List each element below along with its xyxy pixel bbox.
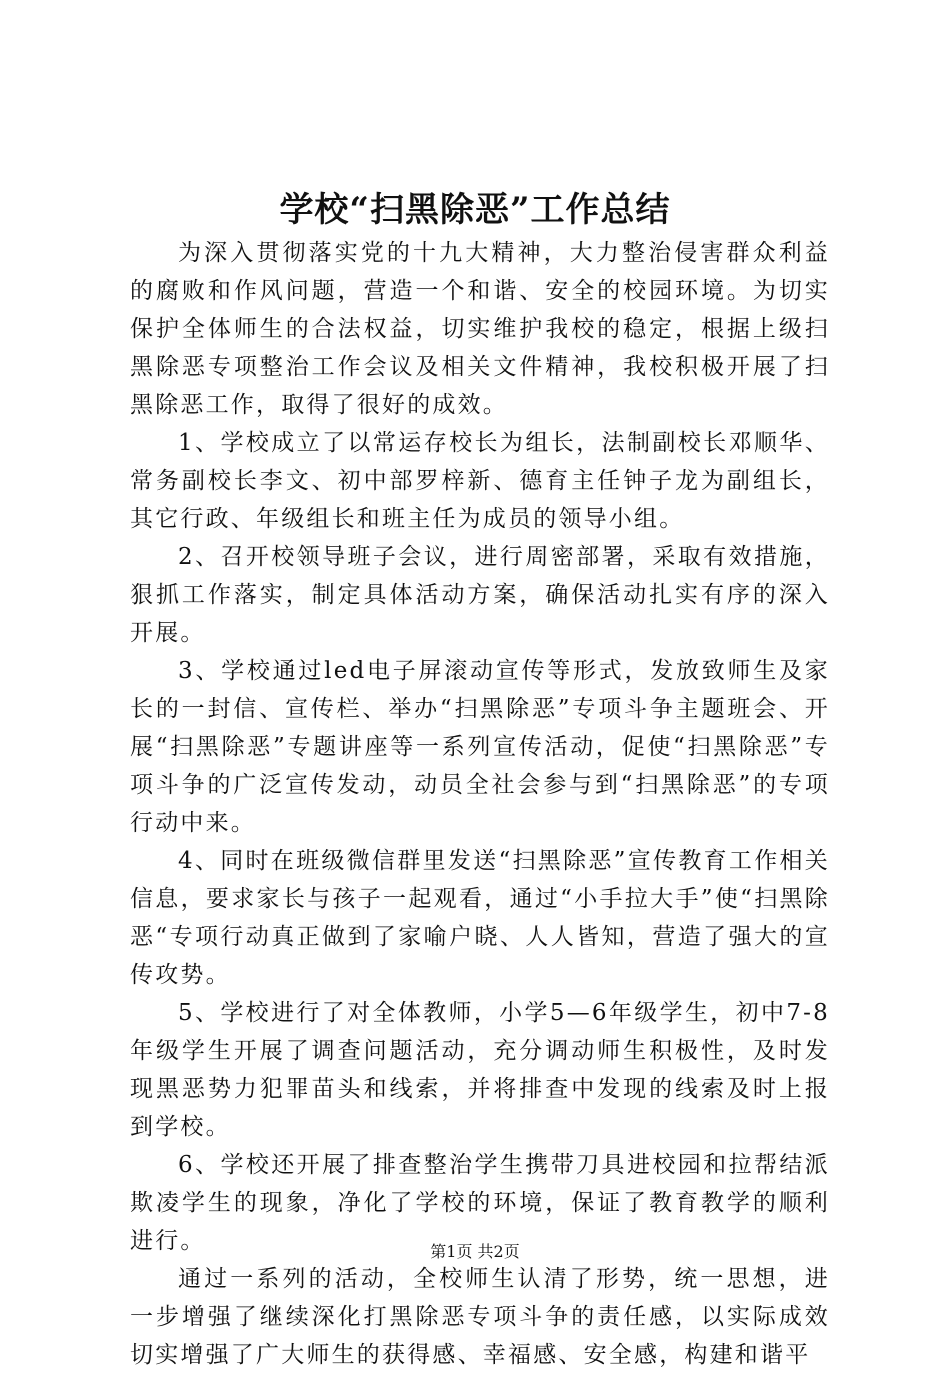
paragraph-intro: 为深入贯彻落实党的十九大精神，大力整治侵害群众利益的腐败和作风问题，营造一个和谐、安全的校园环境。为切实保护全体师生的合法权益，切实维护我校的稳定，根据上级扫黑除恶专项整治工作会议及相关文件精神，我校积极开展了扫黑除恶工作，取得了很好的成效。 bbox=[130, 240, 830, 418]
paragraph-item-5: 5、学校进行了对全体教师，小学5—6年级学生，初中7-8年级学生开展了调查问题活动，充分调动师生积极性，及时发现黑恶势力犯罪苗头和线索，并将排查中发现的线索及时上报到学校。 bbox=[130, 1000, 830, 1140]
paragraph-item-1: 1、学校成立了以常运存校长为组长，法制副校长邓顺华、常务副校长李文、初中部罗梓新、德育主任钟子龙为副组长，其它行政、年级组长和班主任为成员的领导小组。 bbox=[130, 430, 830, 532]
paragraph-item-3: 3、学校通过led电子屏滚动宣传等形式，发放致师生及家长的一封信、宣传栏、举办“扫黑除恶”专项斗争主题班会、开展“扫黑除恶”专题讲座等一系列宣传活动，促使“扫黑除恶”专项斗争的广泛宣传发动，动员全社会参与到“扫黑除恶”的专项行动中来。 bbox=[130, 658, 830, 836]
document-body bbox=[130, 234, 830, 1374]
page-number-footer: 第1页 共2页 bbox=[430, 1242, 520, 1261]
document-title: 学校“扫黑除恶”工作总结 bbox=[279, 190, 671, 230]
paragraph-item-2: 2、召开校领导班子会议，进行周密部署，采取有效措施，狠抓工作落实，制定具体活动方案，确保活动扎实有序的深入开展。 bbox=[130, 544, 830, 646]
paragraph-item-4: 4、同时在班级微信群里发送“扫黑除恶”宣传教育工作相关信息，要求家长与孩子一起观看，通过“小手拉大手”使“扫黑除恶“专项行动真正做到了家喻户晓、人人皆知，营造了强大的宣传攻势。 bbox=[130, 848, 830, 988]
paragraph-conclusion: 通过一系列的活动，全校师生认清了形势，统一思想，进一步增强了继续深化打黑除恶专项斗争的责任感，以实际成效切实增强了广大师生的获得感、幸福感、安全感，构建和谐平 bbox=[130, 1266, 830, 1368]
paragraph-item-6: 6、学校还开展了排查整治学生携带刀具进校园和拉帮结派欺凌学生的现象，净化了学校的环境，保证了教育教学的顺利进行。 bbox=[130, 1152, 830, 1254]
